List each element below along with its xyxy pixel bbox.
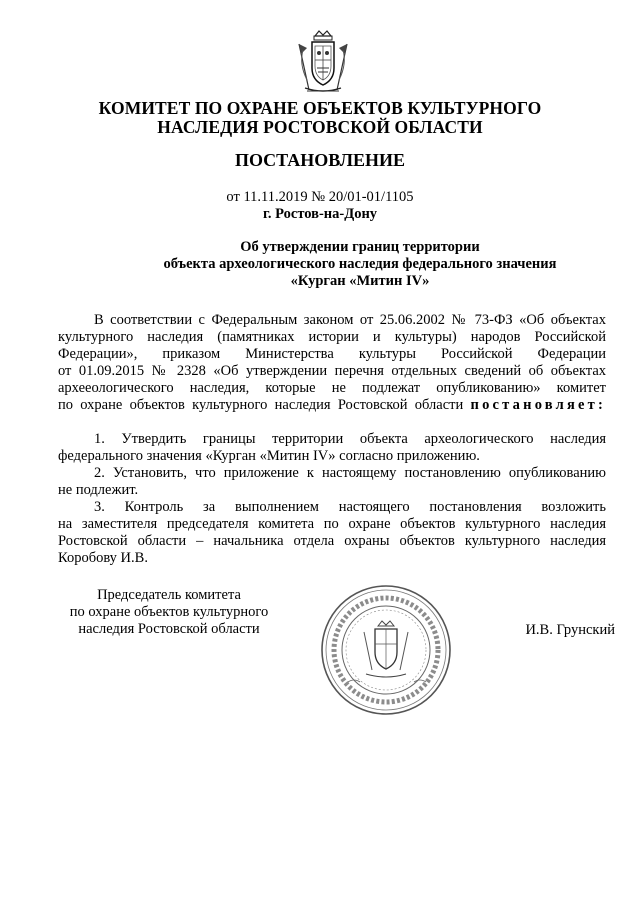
item-line: 1. Утвердить границы территории объекта археологического наследия xyxy=(94,431,606,447)
preamble-line: от 01.09.2015 № 2328 «Об утверждении перечня отдельных сведений об объектах xyxy=(58,363,606,379)
date-number: от 11.11.2019 № 20/01-01/1105 xyxy=(226,189,414,205)
item-line: 2. Установить, что приложение к настоящему постановлению опубликованию xyxy=(94,465,606,481)
item-line: Ростовской области – начальника отдела охраны объектов культурного наследия xyxy=(58,533,606,549)
list-item xyxy=(58,499,606,567)
preamble-line: культурного наследия (памятниках истории и культуры) народов Российской xyxy=(58,329,606,345)
preamble-line: Федерации», приказом Министерства культуры Российской Федерации xyxy=(58,346,606,362)
committee-name-line1: КОМИТЕТ ПО ОХРАНЕ ОБЪЕКТОВ КУЛЬТУРНОГО xyxy=(98,98,542,118)
position-line3: наследия Ростовской области xyxy=(78,621,260,637)
item-line: федерального значения «Курган «Митин IV» согласно приложению. xyxy=(58,448,480,464)
signatory-position xyxy=(58,587,280,638)
list-item xyxy=(58,431,606,465)
committee-name-line2: НАСЛЕДИЯ РОСТОВСКОЙ ОБЛАСТИ xyxy=(157,117,483,137)
position-line1: Председатель комитета xyxy=(97,587,241,603)
preamble-last-line xyxy=(58,397,606,414)
list-item xyxy=(58,465,606,499)
rostov-oblast-coat-of-arms-icon xyxy=(293,30,353,94)
official-round-seal-icon xyxy=(318,582,454,718)
committee-name xyxy=(60,99,580,137)
document-title xyxy=(60,239,640,290)
position-line2: по охране объектов культурного xyxy=(69,604,269,620)
preamble-line: В соответствии с Федеральным законом от 25.06.2002 № 73-ФЗ «Об объектах xyxy=(94,312,606,328)
title-line1: Об утверждении границ территории xyxy=(240,239,480,255)
signatory-name: И.В. Грунский xyxy=(525,622,615,638)
item-line: 3. Контроль за выполнением настоящего постановления возложить xyxy=(94,499,606,515)
item-line: на заместителя председателя комитета по охране объектов культурного наследия xyxy=(58,516,606,532)
city: г. Ростов-на-Дону xyxy=(262,206,378,222)
decree-word: постановляет: xyxy=(470,397,606,413)
preamble-paragraph xyxy=(58,312,606,414)
preamble-line: архееологического наследия, которые не подлежат опубликованию» комитет xyxy=(58,380,606,396)
title-line3: «Курган «Митин IV» xyxy=(290,273,430,289)
document-type: ПОСТАНОВЛЕНИЕ xyxy=(234,150,406,170)
item-line: Коробову И.В. xyxy=(58,550,148,566)
item-line: не подлежит. xyxy=(58,482,139,498)
title-line2: объекта археологического наследия федерального значения xyxy=(163,256,557,272)
preamble-line-text: по охране объектов культурного наследия Ростовской области xyxy=(58,397,464,413)
